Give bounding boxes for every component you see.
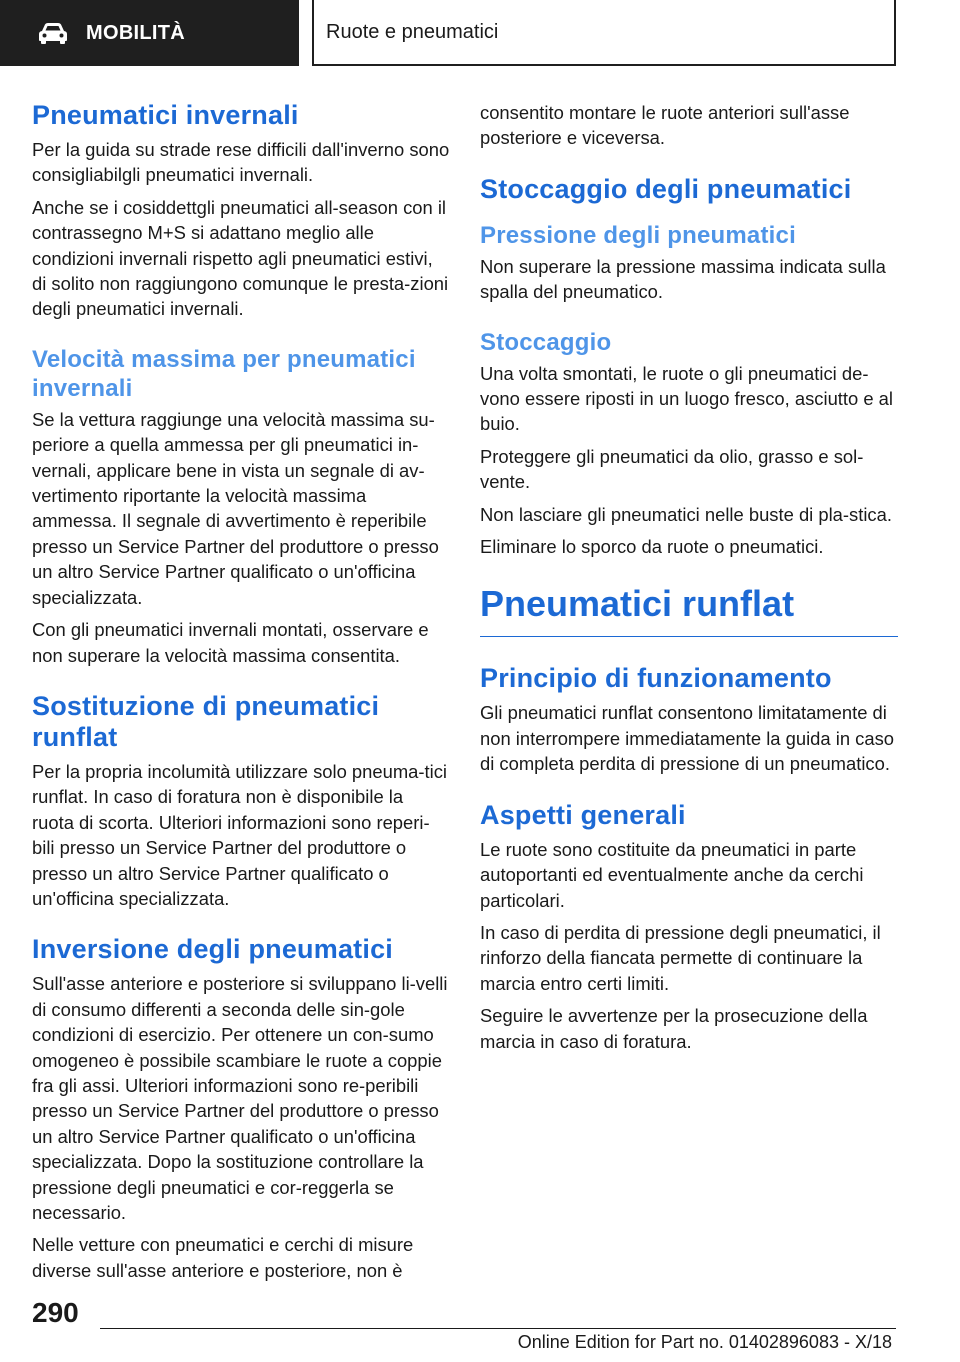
paragraph: Sull'asse anteriore e posteriore si sviluppano li-velli di consumo differenti a seconda delle sin-gole condizioni di esercizio. Per ottenere un con-sumo omogeneo è possibile scambiare le ruote a coppie fra gli assi. Ulteriori informazioni sono re-peribili presso un Service Partner del produttore o presso un altro Service Partner qualificato o un'officina specializzata. Dopo la sostituzione controllare la pressione degli pneumatici e cor-reggerla se necessario. bbox=[32, 973, 448, 1223]
paragraph: Se la vettura raggiunge una velocità massima su-periore a quella ammessa per gli pneumatici in-vernali, applicare bene in vista un segnale di av-vertimento riportante la velocità massima ammessa. Il segnale di avvertimento è reperibile presso un Service Partner del produttore o presso un altro Service Partner qualificato o un'officina specializzata. bbox=[32, 408, 439, 608]
heading-storage: Stoccaggio bbox=[480, 328, 612, 356]
paragraph: Anche se i cosiddettgli pneumatici all-season con il contrassegno M+S si adattano meglio alle condizioni invernali rispetto agli pneumatici estivi, di solito non raggiungono comunque le presta-zioni degli pneumatici invernali. bbox=[32, 196, 449, 320]
section-tab bbox=[0, 0, 299, 66]
paragraph: Non superare la pressione massima indicata sulla spalla del pneumatico. bbox=[480, 255, 886, 303]
page-number: 290 bbox=[32, 1297, 79, 1328]
chapter-title: Ruote e pneumatici bbox=[312, 0, 896, 66]
heading-runflat-replacement: Sostituzione di pneumatici runflat bbox=[32, 690, 380, 752]
edition-note: Online Edition for Part no. 01402896083 - X/18 bbox=[517, 1332, 892, 1352]
paragraph: consentito montare le ruote anteriori sull'asse posteriore e viceversa. bbox=[480, 102, 850, 149]
paragraph: In caso di perdita di pressione degli pneumatici, il rinforzo della fiancata permette di continuare la marcia entro certi limiti. bbox=[480, 921, 881, 994]
section-label: MOBILITÀ bbox=[86, 21, 186, 44]
heading-tyre-storage: Stoccaggio degli pneumatici bbox=[480, 173, 852, 204]
heading-tyre-pressure: Pressione degli pneumatici bbox=[480, 221, 796, 249]
paragraph: Una volta smontati, le ruote o gli pneumatici de-vono essere riposti in un luogo fresco, asciutto e al buio. bbox=[480, 362, 893, 435]
footer-divider bbox=[100, 1328, 896, 1329]
heading-runflat-tyres: Pneumatici runflat bbox=[480, 582, 898, 637]
paragraph: Per la guida su strade rese difficili dall'inverno sono consigliabilgli pneumatici invernali. bbox=[32, 139, 450, 186]
page-header bbox=[0, 0, 960, 66]
heading-working-principle: Principio di funzionamento bbox=[480, 663, 832, 694]
paragraph: Le ruote sono costituite da pneumatici in parte autoportanti ed eventualmente anche da cerchi particolari. bbox=[480, 838, 864, 911]
paragraph: Eliminare lo sporco da ruote o pneumatici. bbox=[480, 536, 824, 558]
paragraph: Per la propria incolumità utilizzare solo pneuma-tici runflat. In caso di foratura non è disponibile la ruota di scorta. Ulteriori informazioni sono reperi-bili presso un Service Partner del produttore o presso un altro Service Partner qualificato o un'officina specializzata. bbox=[32, 760, 447, 909]
heading-general-aspects: Aspetti generali bbox=[480, 799, 686, 830]
paragraph: Seguire le avvertenze per la prosecuzione della marcia in caso di foratura. bbox=[480, 1005, 868, 1052]
car-icon bbox=[36, 21, 70, 45]
left-column bbox=[32, 100, 450, 1290]
paragraph: Proteggere gli pneumatici da olio, grasso e sol-vente. bbox=[480, 445, 864, 493]
paragraph: Gli pneumatici runflat consentono limitatamente di non interrompere immediatamente la guida in caso di completa perdita di pressione di un pneumatico. bbox=[480, 702, 895, 775]
heading-max-speed: Velocità massima per pneumatici invernali bbox=[32, 345, 416, 402]
paragraph: Non lasciare gli pneumatici nelle buste di pla-stica. bbox=[480, 503, 892, 525]
paragraph: Con gli pneumatici invernali montati, osservare e non superare la velocità massima consentita. bbox=[32, 619, 429, 666]
right-column bbox=[480, 100, 898, 1061]
heading-tyre-rotation: Inversione degli pneumatici bbox=[32, 934, 393, 965]
paragraph: Nelle vetture con pneumatici e cerchi di misure diverse sull'asse anteriore e posteriore, non è bbox=[32, 1234, 414, 1281]
heading-winter-tyres: Pneumatici invernali bbox=[32, 100, 299, 130]
